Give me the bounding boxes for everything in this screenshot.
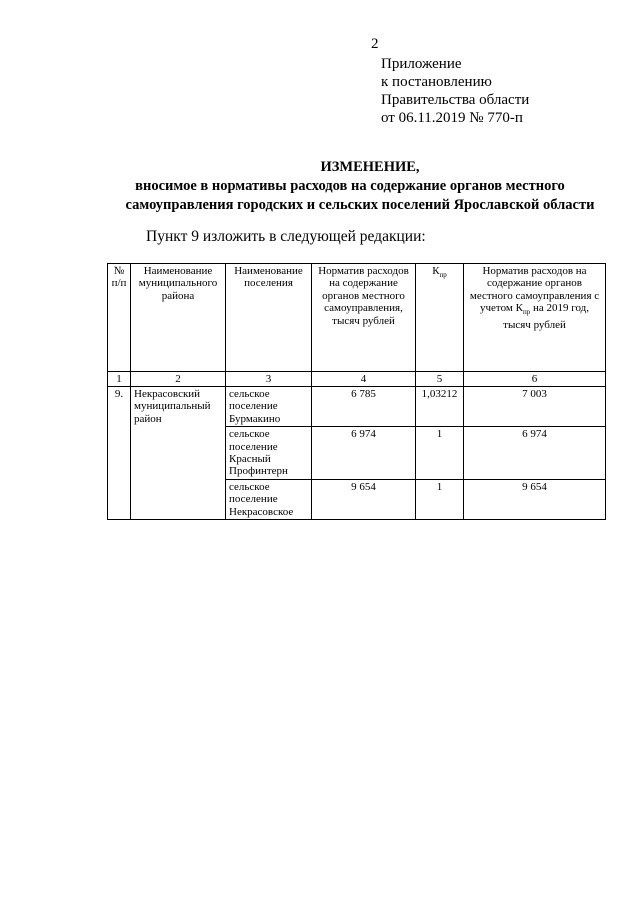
k-value: 1: [416, 427, 464, 480]
col-number-1: 1: [108, 372, 131, 387]
col-number-3: 3: [226, 372, 312, 387]
document-title: [0, 158, 640, 215]
district-name: Некрасовский муниципальный район: [131, 387, 226, 520]
column-numbers-row: [108, 372, 606, 387]
settlement-name: сельское поселение Некрасовское: [226, 479, 312, 519]
norm-value: 6 785: [312, 387, 416, 427]
norm-k-value: 9 654: [464, 479, 606, 519]
header-norm-k-part2: на 2019 год, тысяч рублей: [503, 302, 589, 331]
settlement-name: сельское поселение Красный Профинтерн: [226, 427, 312, 480]
title-line-1: вносимое в нормативы расходов на содержание органов местного: [135, 178, 565, 194]
k-value: 1: [416, 479, 464, 519]
col-number-6: 6: [464, 372, 606, 387]
row-num: 9.: [108, 387, 131, 520]
header-norm-k-part1: Норматив расходов на содержание органов местного самоуправления с учетом К: [469, 265, 600, 315]
appendix-line-4: от 06.11.2019 № 770-п: [381, 110, 523, 126]
title-line-2: самоуправления городских и сельских поселений Ярославской области: [125, 197, 595, 213]
page-number: 2: [371, 36, 379, 52]
norm-value: 9 654: [312, 479, 416, 519]
appendix-line-2: к постановлению: [381, 74, 492, 90]
header-norm-k: [464, 264, 606, 372]
header-k-main: К: [432, 265, 440, 277]
norm-value: 6 974: [312, 427, 416, 480]
col-number-5: 5: [416, 372, 464, 387]
header-k: [416, 264, 464, 372]
appendix-line-3: Правительства области: [381, 92, 530, 108]
header-k-sub: пр: [439, 271, 447, 280]
header-norm: Норматив расходов на содержание органов местного самоуправления, тысяч рублей: [312, 264, 416, 372]
k-value: 1,03212: [416, 387, 464, 427]
header-norm-k-sub: пр: [522, 308, 531, 317]
appendix-block: [381, 55, 529, 127]
settlement-name: сельское поселение Бурмакино: [226, 387, 312, 427]
col-number-2: 2: [131, 372, 226, 387]
header-num: № п/п: [108, 264, 131, 372]
norm-k-value: 6 974: [464, 427, 606, 480]
appendix-line-1: Приложение: [381, 56, 462, 72]
header-district: Наименование муниципального района: [131, 264, 226, 372]
col-number-4: 4: [312, 372, 416, 387]
table-header-row: [108, 264, 606, 372]
title-heading: ИЗМЕНЕНИЕ,: [320, 159, 420, 175]
norms-table: [107, 263, 606, 520]
intro-text: Пункт 9 изложить в следующей редакции:: [146, 228, 426, 245]
norm-k-value: 7 003: [464, 387, 606, 427]
header-settlement: Наименование поселения: [226, 264, 312, 372]
table-row: [108, 387, 606, 427]
